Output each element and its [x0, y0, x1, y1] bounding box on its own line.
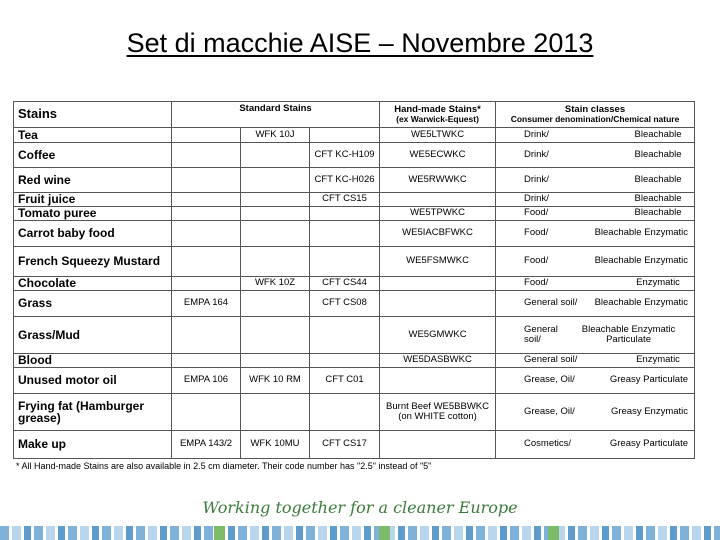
standard-stain-2: [241, 247, 310, 277]
standard-stain-1: [172, 128, 241, 143]
standard-stain-2: [241, 354, 310, 368]
stain-name: Unused motor oil: [14, 368, 172, 394]
stain-class-consumer: Cosmetics/: [524, 438, 572, 450]
stain-class-consumer: General soil/: [524, 354, 578, 366]
stain-class-chemical: Bleachable Enzymatic: [594, 227, 689, 239]
standard-stain-3: [310, 207, 380, 221]
header-standard-stains: [172, 102, 380, 128]
standard-stain-3: CFT CS08: [310, 291, 380, 317]
stains-table: [13, 101, 695, 459]
standard-stain-3: [310, 128, 380, 143]
stain-class-consumer: General soil/: [524, 323, 558, 345]
table-row: [14, 431, 695, 459]
stain-class-chemical: Bleachable: [634, 173, 682, 185]
standard-stain-1: [172, 143, 241, 168]
table-row: [14, 354, 695, 368]
standard-stain-1: EMPA 106: [172, 368, 241, 394]
stain-class: [496, 193, 695, 207]
stain-name: Frying fat (Hamburger grease): [14, 394, 172, 431]
stain-class-consumer: Grease, Oil/: [524, 374, 575, 386]
standard-stain-1: [172, 193, 241, 207]
table-row: [14, 207, 695, 221]
standard-stain-3: CFT KC-H109: [310, 143, 380, 168]
standard-stain-2: [241, 291, 310, 317]
handmade-stain: [380, 193, 496, 207]
stain-class: [496, 221, 695, 247]
standard-stain-1: [172, 221, 241, 247]
handmade-stain: [380, 431, 496, 459]
standard-stain-1: [172, 277, 241, 291]
standard-stain-3: CFT CS17: [310, 431, 380, 459]
stain-class-consumer: Food/: [524, 255, 549, 267]
stain-class-chemical: Bleachable: [634, 193, 682, 205]
table-row: [14, 247, 695, 277]
stain-class-chemical: Bleachable: [634, 148, 682, 160]
standard-stain-3: [310, 221, 380, 247]
header-stain-classes: [496, 102, 695, 128]
table-row: [14, 168, 695, 193]
standard-stain-1: [172, 317, 241, 354]
stain-class-consumer: Grease, Oil/: [524, 405, 575, 417]
table-row: [14, 317, 695, 354]
stain-class-consumer: Drink/: [524, 173, 549, 185]
stain-name: French Squeezy Mustard: [14, 247, 172, 277]
stain-class-chemical: Enzymatic: [636, 277, 680, 289]
footer-bar-segment: [548, 526, 559, 540]
stain-class: [496, 354, 695, 368]
stain-class-consumer: Drink/: [524, 193, 549, 205]
handmade-stain: WE5LTWKC: [380, 128, 496, 143]
header-handmade-sub: (ex Warwick-Equest): [396, 114, 479, 124]
stain-class-consumer: Food/: [524, 207, 549, 219]
stain-class: [496, 168, 695, 193]
stain-class-chemical: Bleachable Enzymatic: [594, 255, 689, 267]
stain-class-chemical: Bleachable: [634, 207, 682, 219]
standard-stain-2: WFK 10MU: [241, 431, 310, 459]
handmade-stain: WE5RWWKC: [380, 168, 496, 193]
standard-stain-1: EMPA 143/2: [172, 431, 241, 459]
stain-class: [496, 394, 695, 431]
stain-name: Tomato puree: [14, 207, 172, 221]
standard-stain-3: CFT CS15: [310, 193, 380, 207]
standard-stain-3: CFT CS44: [310, 277, 380, 291]
stain-name: Grass/Mud: [14, 317, 172, 354]
handmade-stain: WE5GMWKC: [380, 317, 496, 354]
standard-stain-2: [241, 394, 310, 431]
standard-stain-1: [172, 247, 241, 277]
standard-stain-1: [172, 354, 241, 368]
standard-stain-3: [310, 317, 380, 354]
table-row: [14, 368, 695, 394]
stain-class: [496, 207, 695, 221]
handmade-stain: WE5FSMWKC: [380, 247, 496, 277]
header-handmade-label: Hand-made Stains*: [394, 103, 481, 115]
header-handmade-stains: [380, 102, 496, 128]
standard-stain-1: EMPA 164: [172, 291, 241, 317]
standard-stain-2: [241, 168, 310, 193]
table-row: [14, 291, 695, 317]
standard-stain-2: [241, 221, 310, 247]
table-footnote: * All Hand-made Stains are also available in 2.5 cm diameter. Their code number has "2.5" instead of "5": [16, 461, 432, 471]
standard-stain-1: [172, 207, 241, 221]
table-row: [14, 394, 695, 431]
stain-class-consumer: Drink/: [524, 148, 549, 160]
standard-stain-3: [310, 394, 380, 431]
standard-stain-1: [172, 168, 241, 193]
table-header-row: [14, 102, 695, 128]
standard-stain-2: [241, 317, 310, 354]
stain-class: [496, 247, 695, 277]
stain-class: [496, 368, 695, 394]
stains-table-wrapper: [13, 101, 694, 458]
standard-stain-2: WFK 10J: [241, 128, 310, 143]
footer-decorative-bar: [0, 526, 720, 540]
handmade-stain: [380, 291, 496, 317]
footer-bar-segment: [214, 526, 225, 540]
stain-class: [496, 143, 695, 168]
table-row: [14, 277, 695, 291]
stain-name: Tea: [14, 128, 172, 143]
slogan-logo: Working together for a cleaner Europe: [202, 498, 518, 517]
table-row: [14, 221, 695, 247]
table-row: [14, 128, 695, 143]
handmade-stain: WE5DASBWKC: [380, 354, 496, 368]
handmade-stain: WE5ECWKC: [380, 143, 496, 168]
stain-class-consumer: Drink/: [524, 128, 549, 140]
standard-stain-1: [172, 394, 241, 431]
standard-stain-2: [241, 143, 310, 168]
header-classes-sub: Consumer denomination/Chemical nature: [510, 114, 680, 124]
stain-class-chemical: Bleachable: [634, 128, 682, 140]
standard-stain-2: [241, 207, 310, 221]
stain-name: Make up: [14, 431, 172, 459]
stain-name: Fruit juice: [14, 193, 172, 207]
standard-stain-2: WFK 10 RM: [241, 368, 310, 394]
stain-class-chemical: Greasy Particulate: [609, 374, 689, 386]
header-classes-label: Stain classes: [564, 103, 626, 115]
stain-class-chemical: Greasy Enzymatic: [610, 405, 689, 417]
stain-name: Chocolate: [14, 277, 172, 291]
stain-name: Red wine: [14, 168, 172, 193]
handmade-stain: WE5IACBFWKC: [380, 221, 496, 247]
slide-title: Set di macchie AISE – Novembre 2013: [126, 28, 594, 58]
header-standard-label: Standard Stains: [239, 103, 312, 114]
stain-name: Grass: [14, 291, 172, 317]
stain-class: [496, 317, 695, 354]
stain-class-consumer: Food/: [524, 227, 549, 239]
stain-class-consumer: General soil/: [524, 297, 578, 309]
header-stains: Stains: [14, 102, 172, 128]
standard-stain-3: [310, 247, 380, 277]
stain-class: [496, 128, 695, 143]
stain-class-chemical: Bleachable Enzymatic: [594, 297, 689, 309]
standard-stain-2: WFK 10Z: [241, 277, 310, 291]
handmade-stain: WE5TPWKC: [380, 207, 496, 221]
stain-name: Coffee: [14, 143, 172, 168]
standard-stain-3: [310, 354, 380, 368]
table-row: [14, 193, 695, 207]
table-body: [14, 128, 695, 459]
handmade-stain: [380, 277, 496, 291]
table-row: [14, 143, 695, 168]
standard-stain-3: CFT KC-H026: [310, 168, 380, 193]
stain-name: Carrot baby food: [14, 221, 172, 247]
footer-bar-segment: [379, 526, 390, 540]
handmade-stain: [380, 368, 496, 394]
stain-class-chemical: Greasy Particulate: [609, 438, 689, 450]
stain-class: [496, 431, 695, 459]
stain-class-chemical: Bleachable Enzymatic Particulate: [581, 323, 676, 345]
stain-class: [496, 277, 695, 291]
stain-class: [496, 291, 695, 317]
standard-stain-3: CFT C01: [310, 368, 380, 394]
stain-name: Blood: [14, 354, 172, 368]
handmade-stain: Burnt Beef WE5BBWKC (on WHITE cotton): [380, 394, 496, 431]
standard-stain-2: [241, 193, 310, 207]
stain-class-consumer: Food/: [524, 277, 549, 289]
stain-class-chemical: Enzymatic: [636, 354, 680, 366]
